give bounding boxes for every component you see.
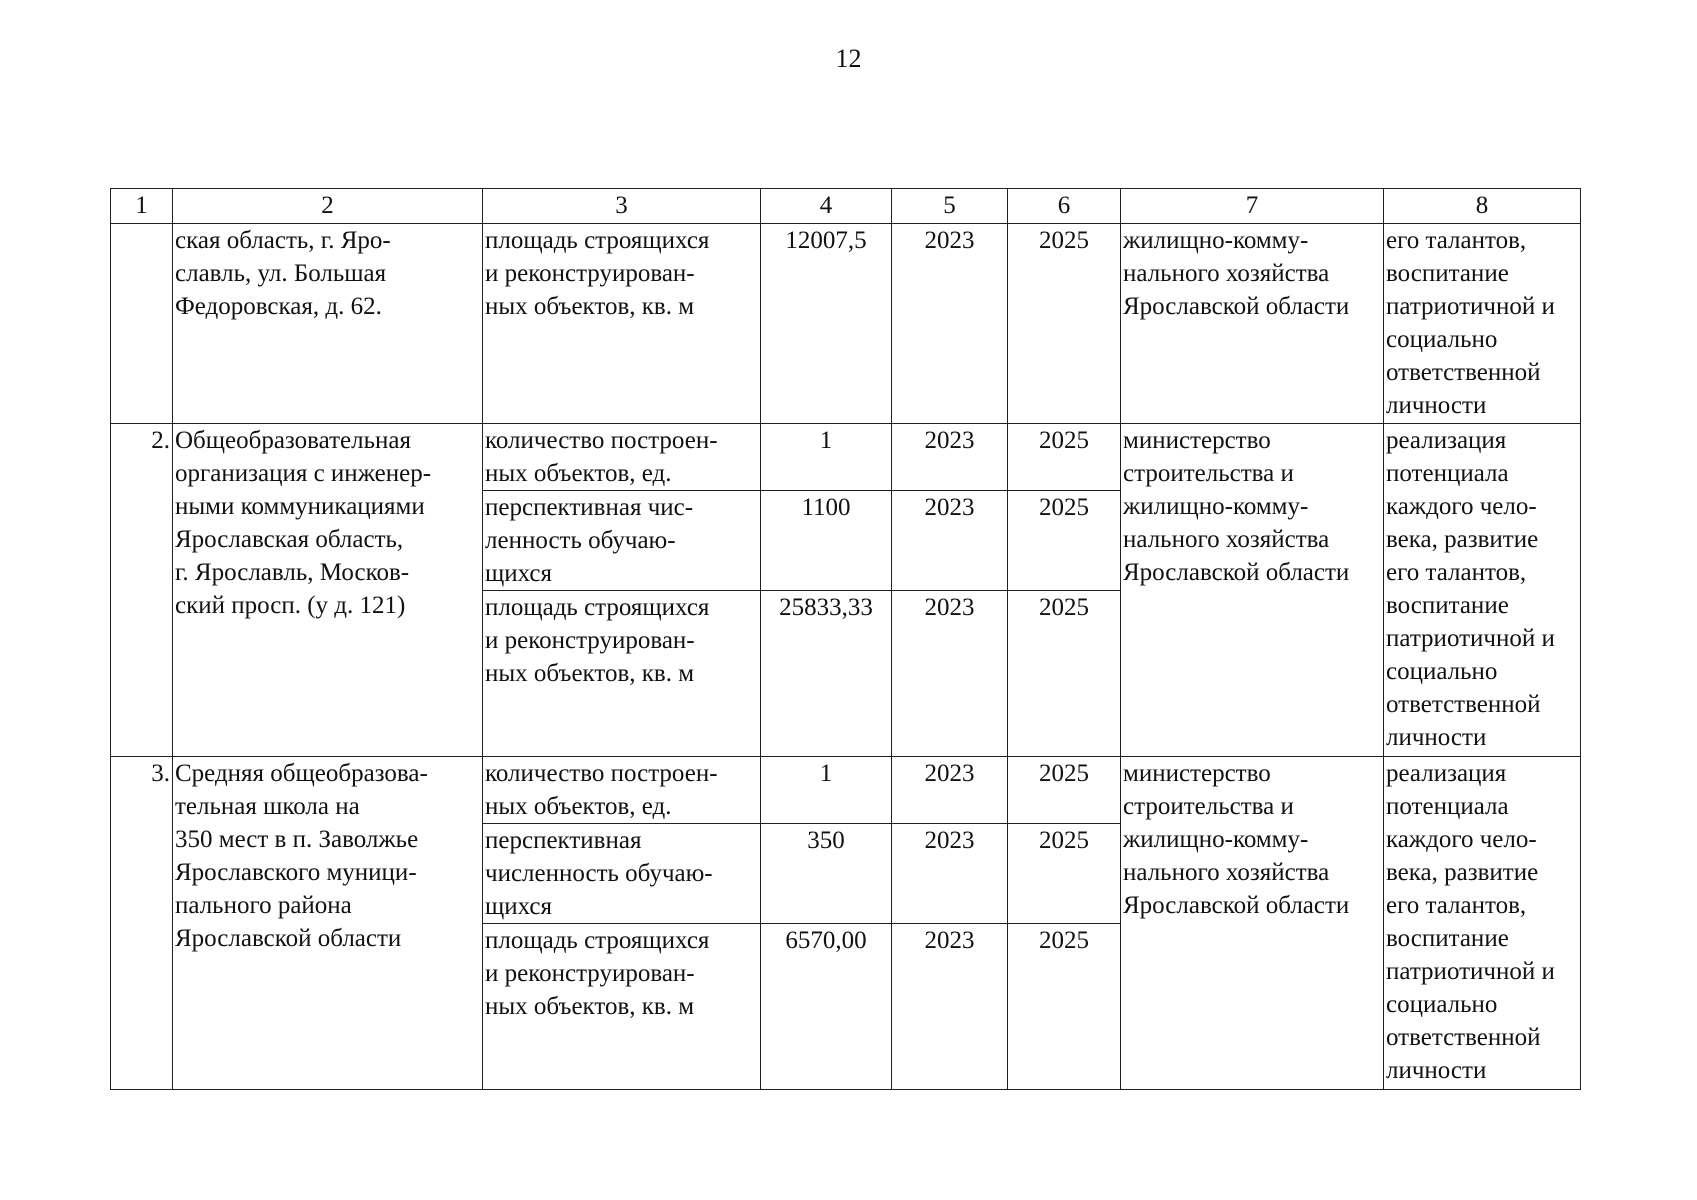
page-number: 12 bbox=[835, 44, 862, 73]
end-year: 2025 bbox=[1008, 491, 1121, 591]
header-row bbox=[111, 189, 1581, 224]
col-header-3: 3 bbox=[483, 189, 761, 224]
end-year: 2025 bbox=[1008, 924, 1121, 1090]
goal-text: реализация потенциала каждого чело- века, развитие его талантов, воспитание патриотичной и социально ответственной личности bbox=[1384, 757, 1581, 1090]
responsible-body: министерство строительства и жилищно-комму- нального хозяйства Ярославской области bbox=[1121, 757, 1384, 1090]
start-year: 2023 bbox=[892, 824, 1008, 924]
indicator-value: 1100 bbox=[761, 491, 892, 591]
col-header-7: 7 bbox=[1121, 189, 1384, 224]
indicator-value: 1 bbox=[761, 757, 892, 824]
goal-text: реализация потенциала каждого чело- века, развитие его талантов, воспитание патриотичной и социально ответственной личности bbox=[1384, 424, 1581, 757]
start-year: 2023 bbox=[892, 491, 1008, 591]
indicator-name: перспективная чис- ленность обучаю- щихся bbox=[483, 491, 761, 591]
table-row bbox=[111, 757, 1581, 824]
responsible-body: министерство строительства и жилищно-комму- нального хозяйства Ярославской области bbox=[1121, 424, 1384, 757]
indicator-value: 6570,00 bbox=[761, 924, 892, 1090]
object-name: ская область, г. Яро- славль, ул. Большая Федоровская, д. 62. bbox=[173, 224, 483, 424]
end-year: 2025 bbox=[1008, 591, 1121, 757]
col-header-8: 8 bbox=[1384, 189, 1581, 224]
indicator-name: количество построен- ных объектов, ед. bbox=[483, 424, 761, 491]
row-number: 2. bbox=[111, 424, 173, 757]
col-header-6: 6 bbox=[1008, 189, 1121, 224]
indicator-name: площадь строящихся и реконструирован- ных объектов, кв. м bbox=[483, 224, 761, 424]
end-year: 2025 bbox=[1008, 424, 1121, 491]
col-header-2: 2 bbox=[173, 189, 483, 224]
goal-text: его талантов, воспитание патриотичной и социально ответственной личности bbox=[1384, 224, 1581, 424]
end-year: 2025 bbox=[1008, 224, 1121, 424]
indicator-name: площадь строящихся и реконструирован- ных объектов, кв. м bbox=[483, 591, 761, 757]
indicator-value: 1 bbox=[761, 424, 892, 491]
table-row-continuation bbox=[111, 224, 1581, 424]
col-header-4: 4 bbox=[761, 189, 892, 224]
responsible-body: жилищно-комму- нального хозяйства Ярославской области bbox=[1121, 224, 1384, 424]
start-year: 2023 bbox=[892, 591, 1008, 757]
col-header-5: 5 bbox=[892, 189, 1008, 224]
col-header-1: 1 bbox=[111, 189, 173, 224]
row-number bbox=[111, 224, 173, 424]
object-name: Общеобразовательная организация с инженер- ными коммуникациями Ярославская область, г. Ярославль, Москов- ский просп. (у д. 121) bbox=[173, 424, 483, 757]
indicator-value: 25833,33 bbox=[761, 591, 892, 757]
start-year: 2023 bbox=[892, 924, 1008, 1090]
start-year: 2023 bbox=[892, 757, 1008, 824]
end-year: 2025 bbox=[1008, 824, 1121, 924]
table-row bbox=[111, 424, 1581, 491]
start-year: 2023 bbox=[892, 224, 1008, 424]
end-year: 2025 bbox=[1008, 757, 1121, 824]
object-name: Средняя общеобразова- тельная школа на 350 мест в п. Заволжье Ярославского муници- пального района Ярославской области bbox=[173, 757, 483, 1090]
indicator-value: 12007,5 bbox=[761, 224, 892, 424]
indicator-value: 350 bbox=[761, 824, 892, 924]
program-table bbox=[110, 188, 1581, 1090]
row-number: 3. bbox=[111, 757, 173, 1090]
start-year: 2023 bbox=[892, 424, 1008, 491]
indicator-name: количество построен- ных объектов, ед. bbox=[483, 757, 761, 824]
indicator-name: площадь строящихся и реконструирован- ных объектов, кв. м bbox=[483, 924, 761, 1090]
indicator-name: перспективная численность обучаю- щихся bbox=[483, 824, 761, 924]
